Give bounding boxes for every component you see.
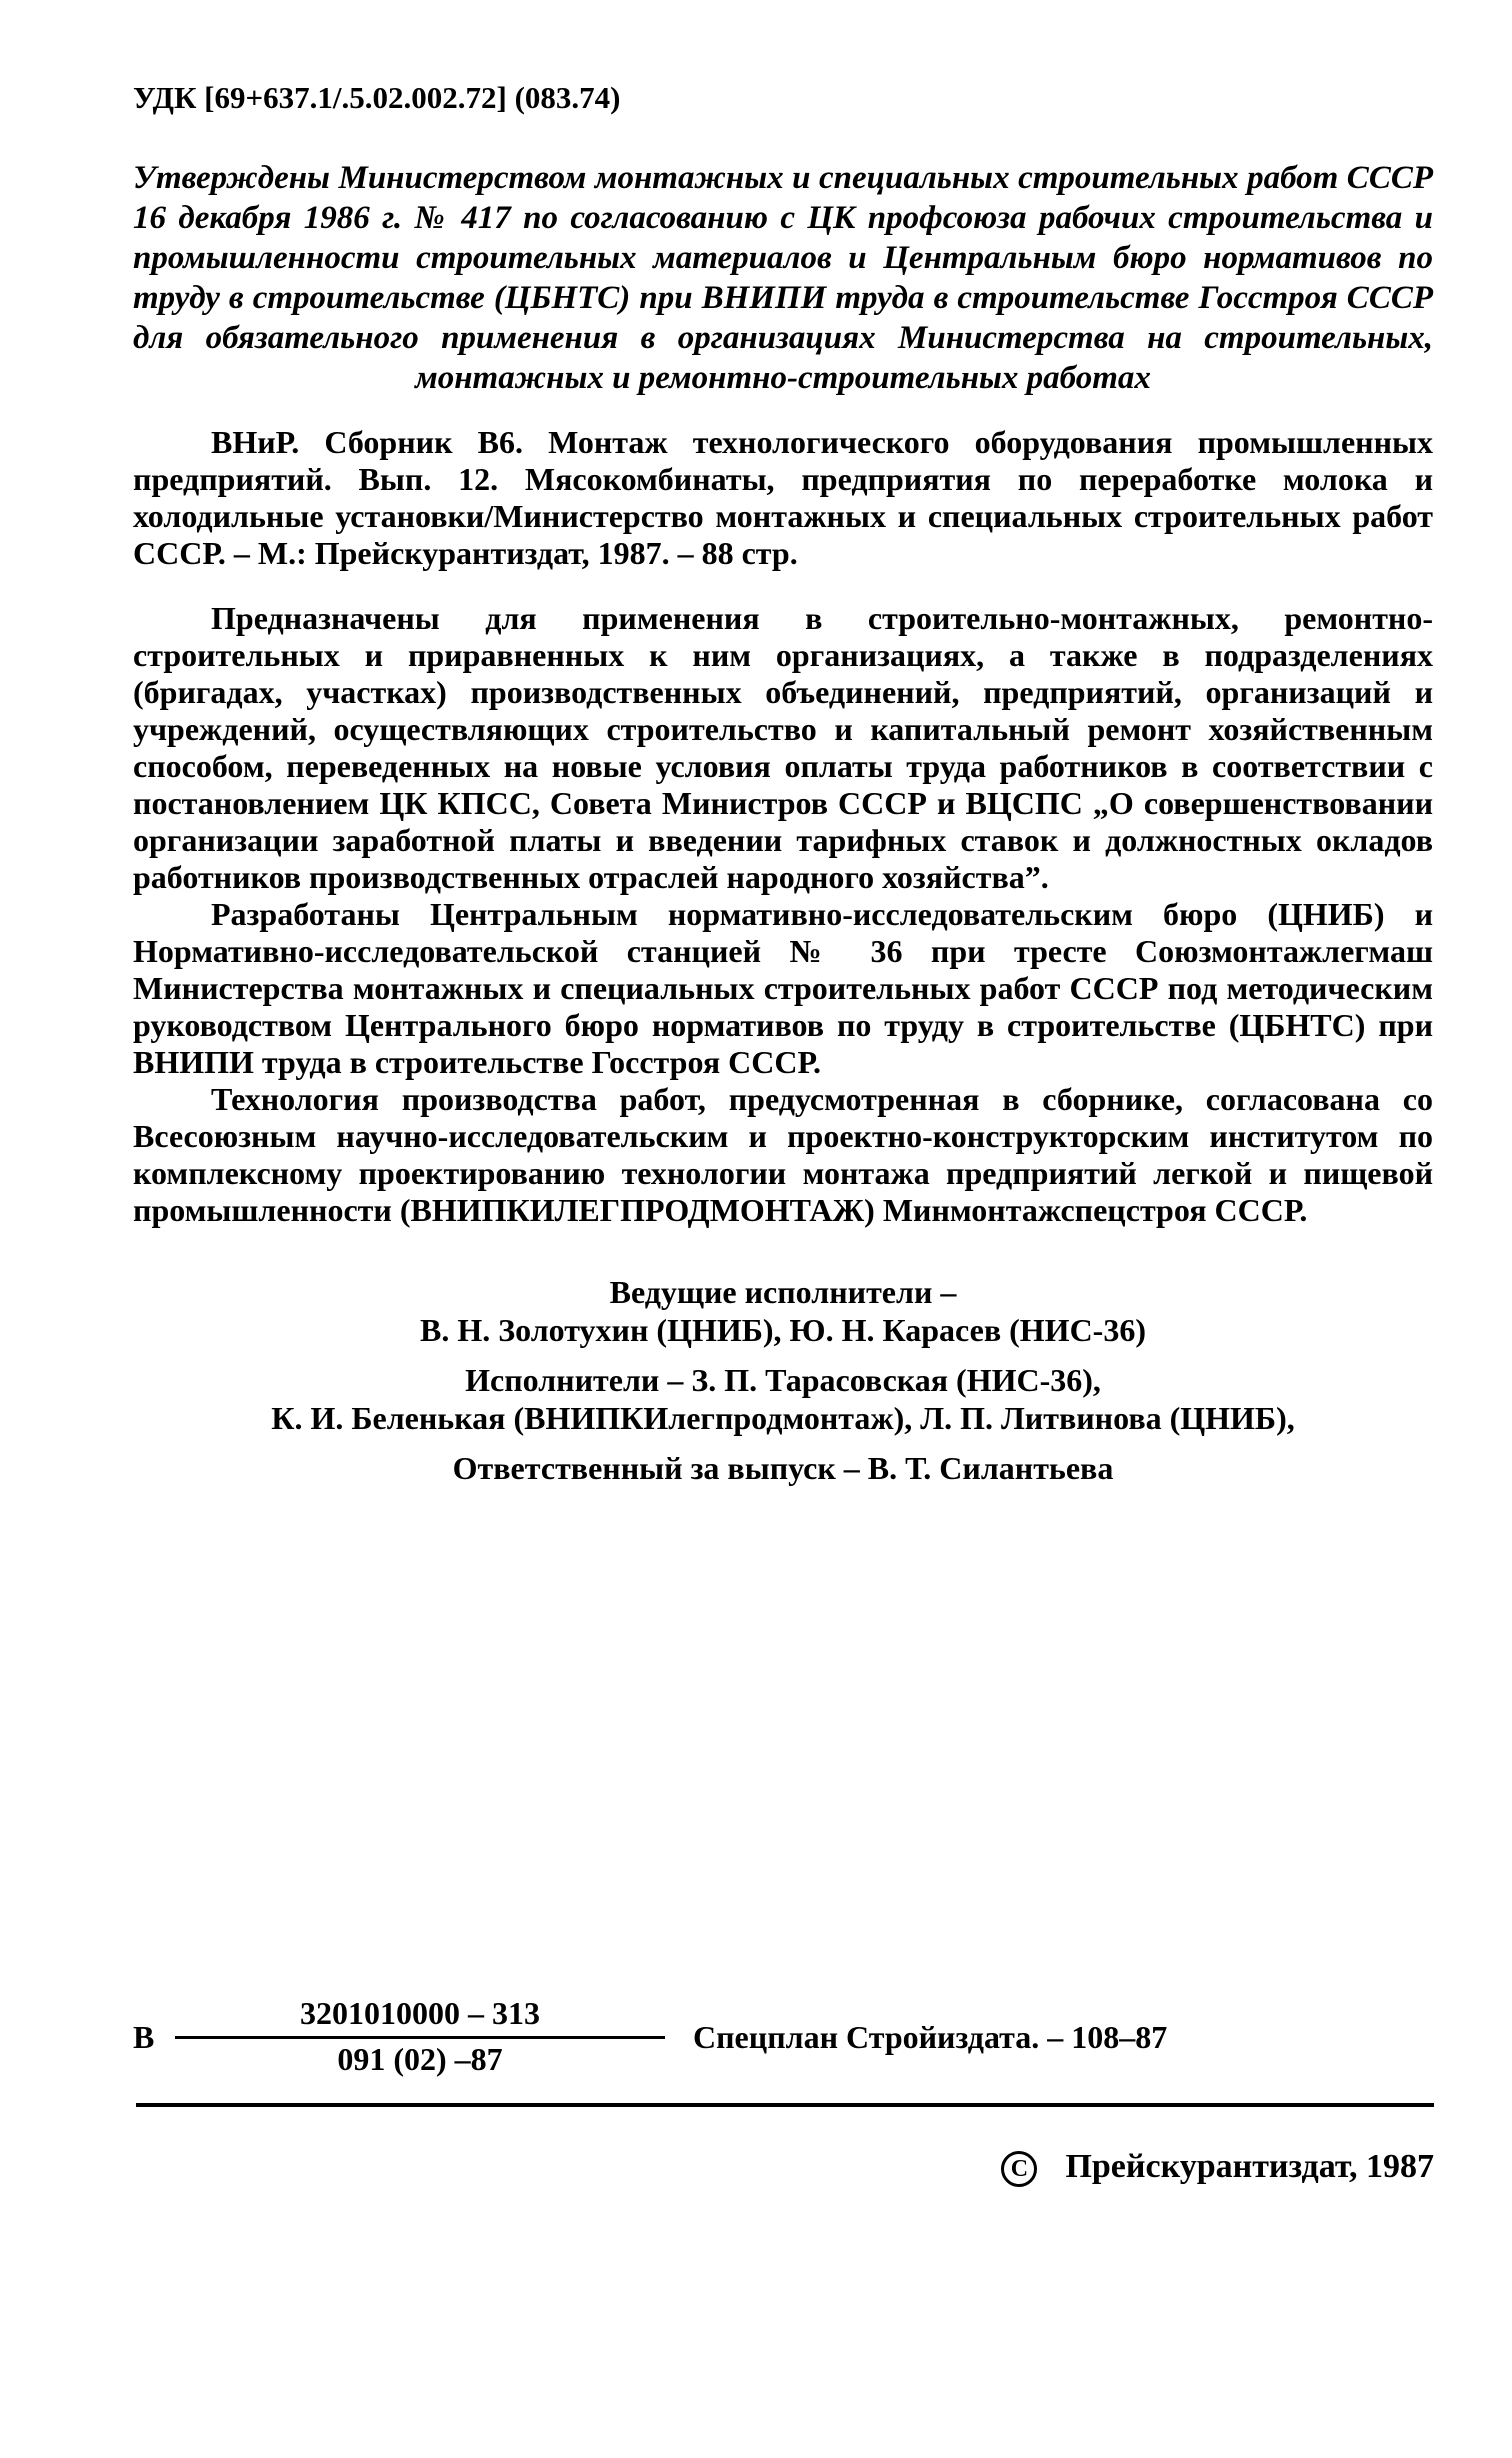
copyright-icon: C: [1001, 2151, 1037, 2187]
lead-executors-names: В. Н. Золотухин (ЦНИБ), Ю. Н. Карасев (НИС-36): [420, 1312, 1146, 1348]
responsible-editor: Ответственный за выпуск – В. Т. Силантьева: [452, 1450, 1114, 1486]
executors-line-2: К. И. Беленькая (ВНИПКИлегпродмонтаж), Л. П. Литвинова (ЦНИБ),: [271, 1400, 1295, 1436]
approval-statement: Утверждены Министерством монтажных и специальных строительных работ СССР 16 декабря 1986 г. № 417 по согласованию с ЦК профсоюза рабочих строительства и промышленности строительных материалов и Центральным бюро нормативов по труду в строительстве (ЦБНТС) при ВНИПИ труда в строительстве Госстроя СССР для обязательного применения в организациях Министерства на строительных, монтажных и ремонтно-строительных работах: [133, 160, 1433, 396]
imprint-plan: Спецплан Стройиздата. – 108–87: [693, 2019, 1168, 2055]
imprint-fraction: [175, 1995, 665, 2078]
imprint-letter: В: [133, 2019, 155, 2055]
credits-block: [133, 1273, 1433, 1487]
imprint-denominator: 091 (02) –87: [337, 2041, 503, 2077]
executors-line-1: Исполнители – З. П. Тарасовская (НИС-36),: [465, 1362, 1101, 1398]
technology-paragraph: Технология производства работ, предусмотренная в сборнике, согласована со Всесоюзным научно-исследовательским и проектно-конструкторским институтом по комплексному проектированию технологии монтажа предприятий легкой и пищевой промышленности (ВНИПКИЛЕГПРОДМОНТАЖ) Минмонтажспецстроя СССР.: [133, 1081, 1433, 1228]
copyright-line: [1001, 2148, 1434, 2187]
publication-imprint: [133, 1995, 1433, 2075]
purpose-paragraph: Предназначены для применения в строительно-монтажных, ремонтно-строительных и приравненных к ним организациях, а также в подразделениях (бригадах, участках) производственных объединений, предприятий, организаций и учреждений, осуществляющих строительство и капитальный ремонт хозяйственным способом, переведенных на новые условия оплаты труда работников в соответствии с постановлением ЦК КПСС, Совета Министров СССР и ВЦСПС „О совершенствовании организации заработной платы и введении тарифных ставок и должностных окладов работников производственных отраслей народного хозяйства”.: [133, 600, 1433, 895]
imprint-numerator: 3201010000 – 313: [175, 1995, 665, 2039]
document-page: [133, 80, 1433, 1487]
developers-paragraph: Разработаны Центральным нормативно-исследовательским бюро (ЦНИБ) и Нормативно-исследовательской станцией № 36 при тресте Союзмонтажлегмаш Министерства монтажных и специальных строительных работ СССР под методическим руководством Центрального бюро нормативов по труду в строительстве (ЦБНТС) при ВНИПИ труда в строительстве Госстроя СССР.: [133, 896, 1433, 1080]
lead-executors-title: Ведущие исполнители –: [609, 1274, 957, 1310]
udk-code: УДК [69+637.1/.5.02.002.72] (083.74): [133, 80, 621, 115]
copyright-text: Прейскурантиздат, 1987: [1065, 2148, 1434, 2185]
divider-line: [136, 2103, 1434, 2107]
bibliographic-record: ВНиР. Сборник В6. Монтаж технологического оборудования промышленных предприятий. Вып. 12. Мясокомбинаты, предприятия по переработке молока и холодильные установки/Министерство монтажных и специальных строительных работ СССР. – М.: Прейскурантиздат, 1987. – 88 стр.: [133, 424, 1433, 571]
